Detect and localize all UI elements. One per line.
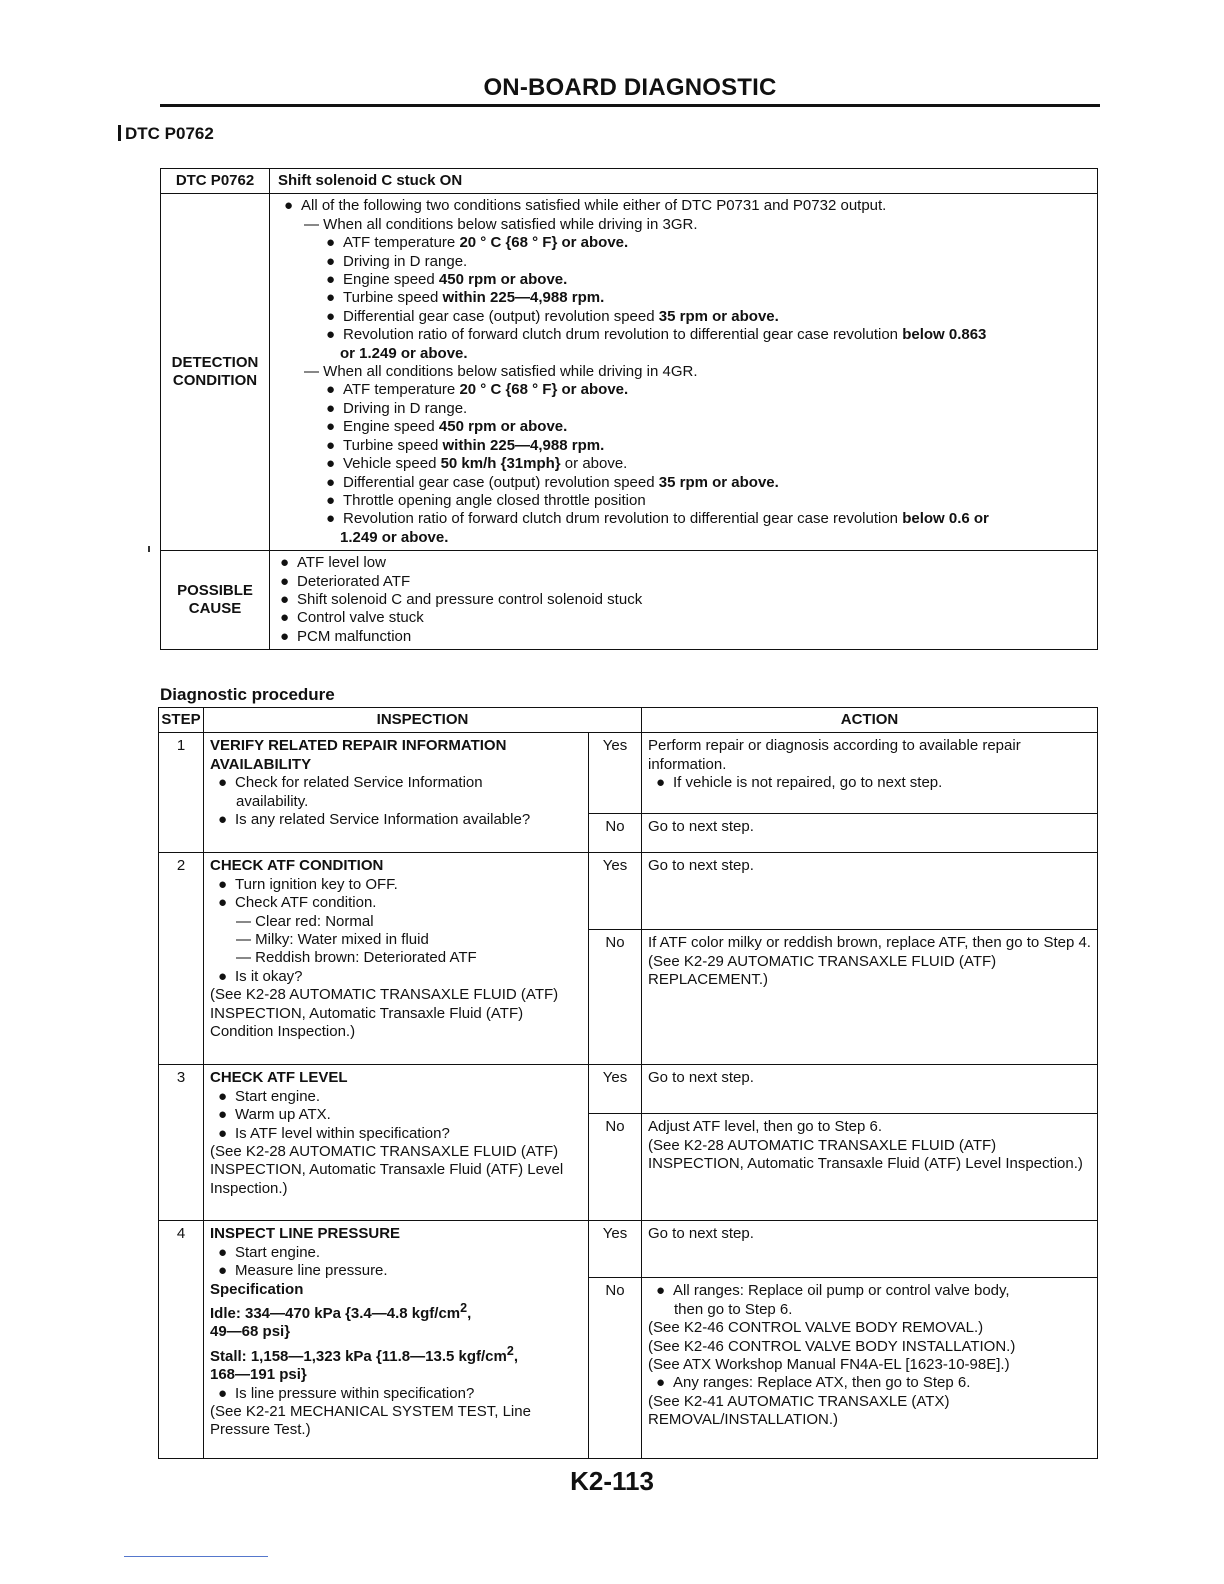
margin-mark (118, 125, 121, 141)
procedure-header-row (159, 708, 1098, 733)
bullet-icon: ● (326, 252, 336, 270)
detection-condition-line: ● Differential gear case (output) revolution speed 35 rpm or above. (326, 473, 779, 491)
inspection-cell: INSPECT LINE PRESSURE ● Start engine. ● Measure line pressure. Specification Idle: 334—470 kPa {3.4—4.8 kgf/$cm^2$, 49—68 psi} Stall: 1,158—1,323 kPa {11.8—13.5 kgf/$cm^2$, 168—191 psi} ● Is line pressure within specification? (See K2-21 MECHANICAL SYSTEM TEST, Line Pressure Test.) (204, 1221, 589, 1459)
yes-action-cell: Go to next step. (642, 1221, 1098, 1278)
bullet-icon: ● (326, 381, 336, 399)
bullet-icon: ● (326, 473, 336, 491)
no-label: No (589, 930, 642, 1065)
detection-condition-line: ● All of the following two conditions satisfied while either of DTC P0731 and P0732 output. (284, 197, 887, 215)
bullet-icon: ● (280, 554, 290, 572)
dtc-table (160, 168, 1098, 650)
possible-causes (270, 551, 1098, 650)
procedure-step-row (159, 1065, 1098, 1114)
detection-condition-line: ● Driving in D range. (326, 252, 468, 270)
detection-condition-line: ● ATF temperature 20 ° C {68 ° F} or above. (326, 381, 629, 399)
detection-condition-line: ● ATF temperature 20 ° C {68 ° F} or above. (326, 234, 629, 252)
detection-condition-line: ● Revolution ratio of forward clutch drum revolution to differential gear case revolution below 0.863 (326, 326, 987, 344)
detection-condition-line: ● Vehicle speed 50 km/h {31mph} or above. (326, 455, 628, 473)
page-number: K2-113 (570, 1466, 654, 1496)
no-action-cell: ● All ranges: Replace oil pump or control valve body, then go to Step 6. (See K2-46 CONTROL VALVE BODY REMOVAL.) (See K2-46 CONTROL VALVE BODY INSTALLATION.) (See ATX Workshop Manual FN4A-EL [1623-10-98E].) ● Any ranges: Replace ATX, then go to Step 6. (See K2-41 AUTOMATIC TRANSAXLE (ATX) REMOVAL/INSTALLATION.) (642, 1278, 1098, 1459)
bullet-icon: ● (280, 572, 290, 590)
yes-label: Yes (589, 1065, 642, 1114)
bullet-icon: ● (280, 609, 290, 627)
header-rule (160, 104, 1100, 107)
detection-conditions (270, 194, 1098, 551)
bullet-icon: ● (326, 271, 336, 289)
detection-label: DETECTION CONDITION (161, 194, 270, 551)
step-number: 1 (159, 733, 204, 853)
bullet-icon: ● (326, 307, 336, 325)
detection-condition-line: ● Throttle opening angle closed throttle position (326, 491, 646, 509)
procedure-step-row (159, 733, 1098, 814)
yes-action-cell: Go to next step. (642, 853, 1098, 930)
no-action-cell: Adjust ATF level, then go to Step 6. (See K2-28 AUTOMATIC TRANSAXLE FLUID (ATF) INSPECTION, Automatic Transaxle Fluid (ATF) Level Inspection.) (642, 1114, 1098, 1221)
possible-cause-label: POSSIBLE CAUSE (161, 551, 270, 650)
section-title (118, 124, 214, 144)
step-number: 2 (159, 853, 204, 1065)
step-number: 4 (159, 1221, 204, 1459)
detection-condition-line: 1.249 or above. (340, 528, 449, 546)
bullet-icon: ● (326, 289, 336, 307)
detection-condition-line: ● Driving in D range. (326, 399, 468, 417)
bullet-icon: ● (326, 399, 336, 417)
yes-label: Yes (589, 733, 642, 814)
dtc-code-cell: DTC P0762 (161, 169, 270, 194)
possible-cause-item: ● Shift solenoid C and pressure control solenoid stuck (280, 590, 643, 608)
detection-condition-line: ● Revolution ratio of forward clutch drum revolution to differential gear case revolution below 0.6 or (326, 510, 989, 528)
possible-cause-item: ● ATF level low (280, 554, 386, 572)
possible-cause-item: ● Deteriorated ATF (280, 572, 411, 590)
detection-row (161, 194, 1098, 551)
bullet-icon: ● (284, 197, 294, 215)
bullet-icon: ● (326, 326, 336, 344)
detection-condition-line: ● Engine speed 450 rpm or above. (326, 418, 568, 436)
yes-action-cell: Perform repair or diagnosis according to available repair information. ● If vehicle is not repaired, go to next step. (642, 733, 1098, 814)
bullet-icon: ● (326, 234, 336, 252)
no-label: No (589, 814, 642, 853)
no-action-cell: If ATF color milky or reddish brown, replace ATF, then go to Step 4. (See K2-29 AUTOMATIC TRANSAXLE FLUID (ATF) REPLACEMENT.) (642, 930, 1098, 1065)
cause-row (161, 551, 1098, 650)
no-label: No (589, 1278, 642, 1459)
edge-mark (148, 546, 150, 552)
yes-label: Yes (589, 1221, 642, 1278)
no-label: No (589, 1114, 642, 1221)
bullet-icon: ● (326, 418, 336, 436)
dtc-header-row (161, 169, 1098, 194)
action-header: ACTION (642, 708, 1098, 733)
inspection-header: INSPECTION (204, 708, 642, 733)
inspection-cell: CHECK ATF CONDITION ● Turn ignition key to OFF. ● Check ATF condition. — Clear red: Normal — Milky: Water mixed in fluid — Reddish brown: Deteriorated ATF ● Is it okay? (See K2-28 AUTOMATIC TRANSAXLE FLUID (ATF) INSPECTION, Automatic Transaxle Fluid (ATF) Condition Inspection.) (204, 853, 589, 1065)
bullet-icon: ● (326, 491, 336, 509)
inspection-cell: VERIFY RELATED REPAIR INFORMATION AVAILABILITY ● Check for related Service Information availability. ● Is any related Service Information available? (204, 733, 589, 853)
bullet-icon: ● (326, 436, 336, 454)
section-title-text: DTC P0762 (125, 124, 214, 143)
yes-action-cell: Go to next step. (642, 1065, 1098, 1114)
possible-cause-item: ● Control valve stuck (280, 609, 424, 627)
bottom-rule (124, 1556, 268, 1557)
no-action-cell: Go to next step. (642, 814, 1098, 853)
possible-cause-item: ● PCM malfunction (280, 627, 412, 645)
bullet-icon: ● (280, 627, 290, 645)
procedure-title: Diagnostic procedure (160, 685, 335, 704)
detection-condition-line: — When all conditions below satisfied while driving in 4GR. (304, 363, 698, 381)
step-number: 3 (159, 1065, 204, 1221)
bullet-icon: ● (280, 590, 290, 608)
bullet-icon: ● (326, 455, 336, 473)
page-header: ON-BOARD DIAGNOSTIC (483, 74, 777, 101)
bullet-icon: ● (326, 510, 336, 528)
procedure-step-row (159, 1221, 1098, 1278)
dtc-name-cell: Shift solenoid C stuck ON (270, 169, 1098, 194)
detection-condition-line: ● Differential gear case (output) revolution speed 35 rpm or above. (326, 307, 779, 325)
detection-condition-line: ● Turbine speed within 225—4,988 rpm. (326, 289, 605, 307)
yes-label: Yes (589, 853, 642, 930)
detection-condition-line: or 1.249 or above. (340, 344, 468, 362)
detection-condition-line: ● Turbine speed within 225—4,988 rpm. (326, 436, 605, 454)
step-header: STEP (159, 708, 204, 733)
procedure-table (158, 707, 1098, 1459)
procedure-step-row (159, 853, 1098, 930)
detection-condition-line: — When all conditions below satisfied while driving in 3GR. (304, 215, 698, 233)
detection-condition-line: ● Engine speed 450 rpm or above. (326, 271, 568, 289)
inspection-cell: CHECK ATF LEVEL ● Start engine. ● Warm up ATX. ● Is ATF level within specification? (See K2-28 AUTOMATIC TRANSAXLE FLUID (ATF) INSPECTION, Automatic Transaxle Fluid (ATF) Level Inspection.) (204, 1065, 589, 1221)
